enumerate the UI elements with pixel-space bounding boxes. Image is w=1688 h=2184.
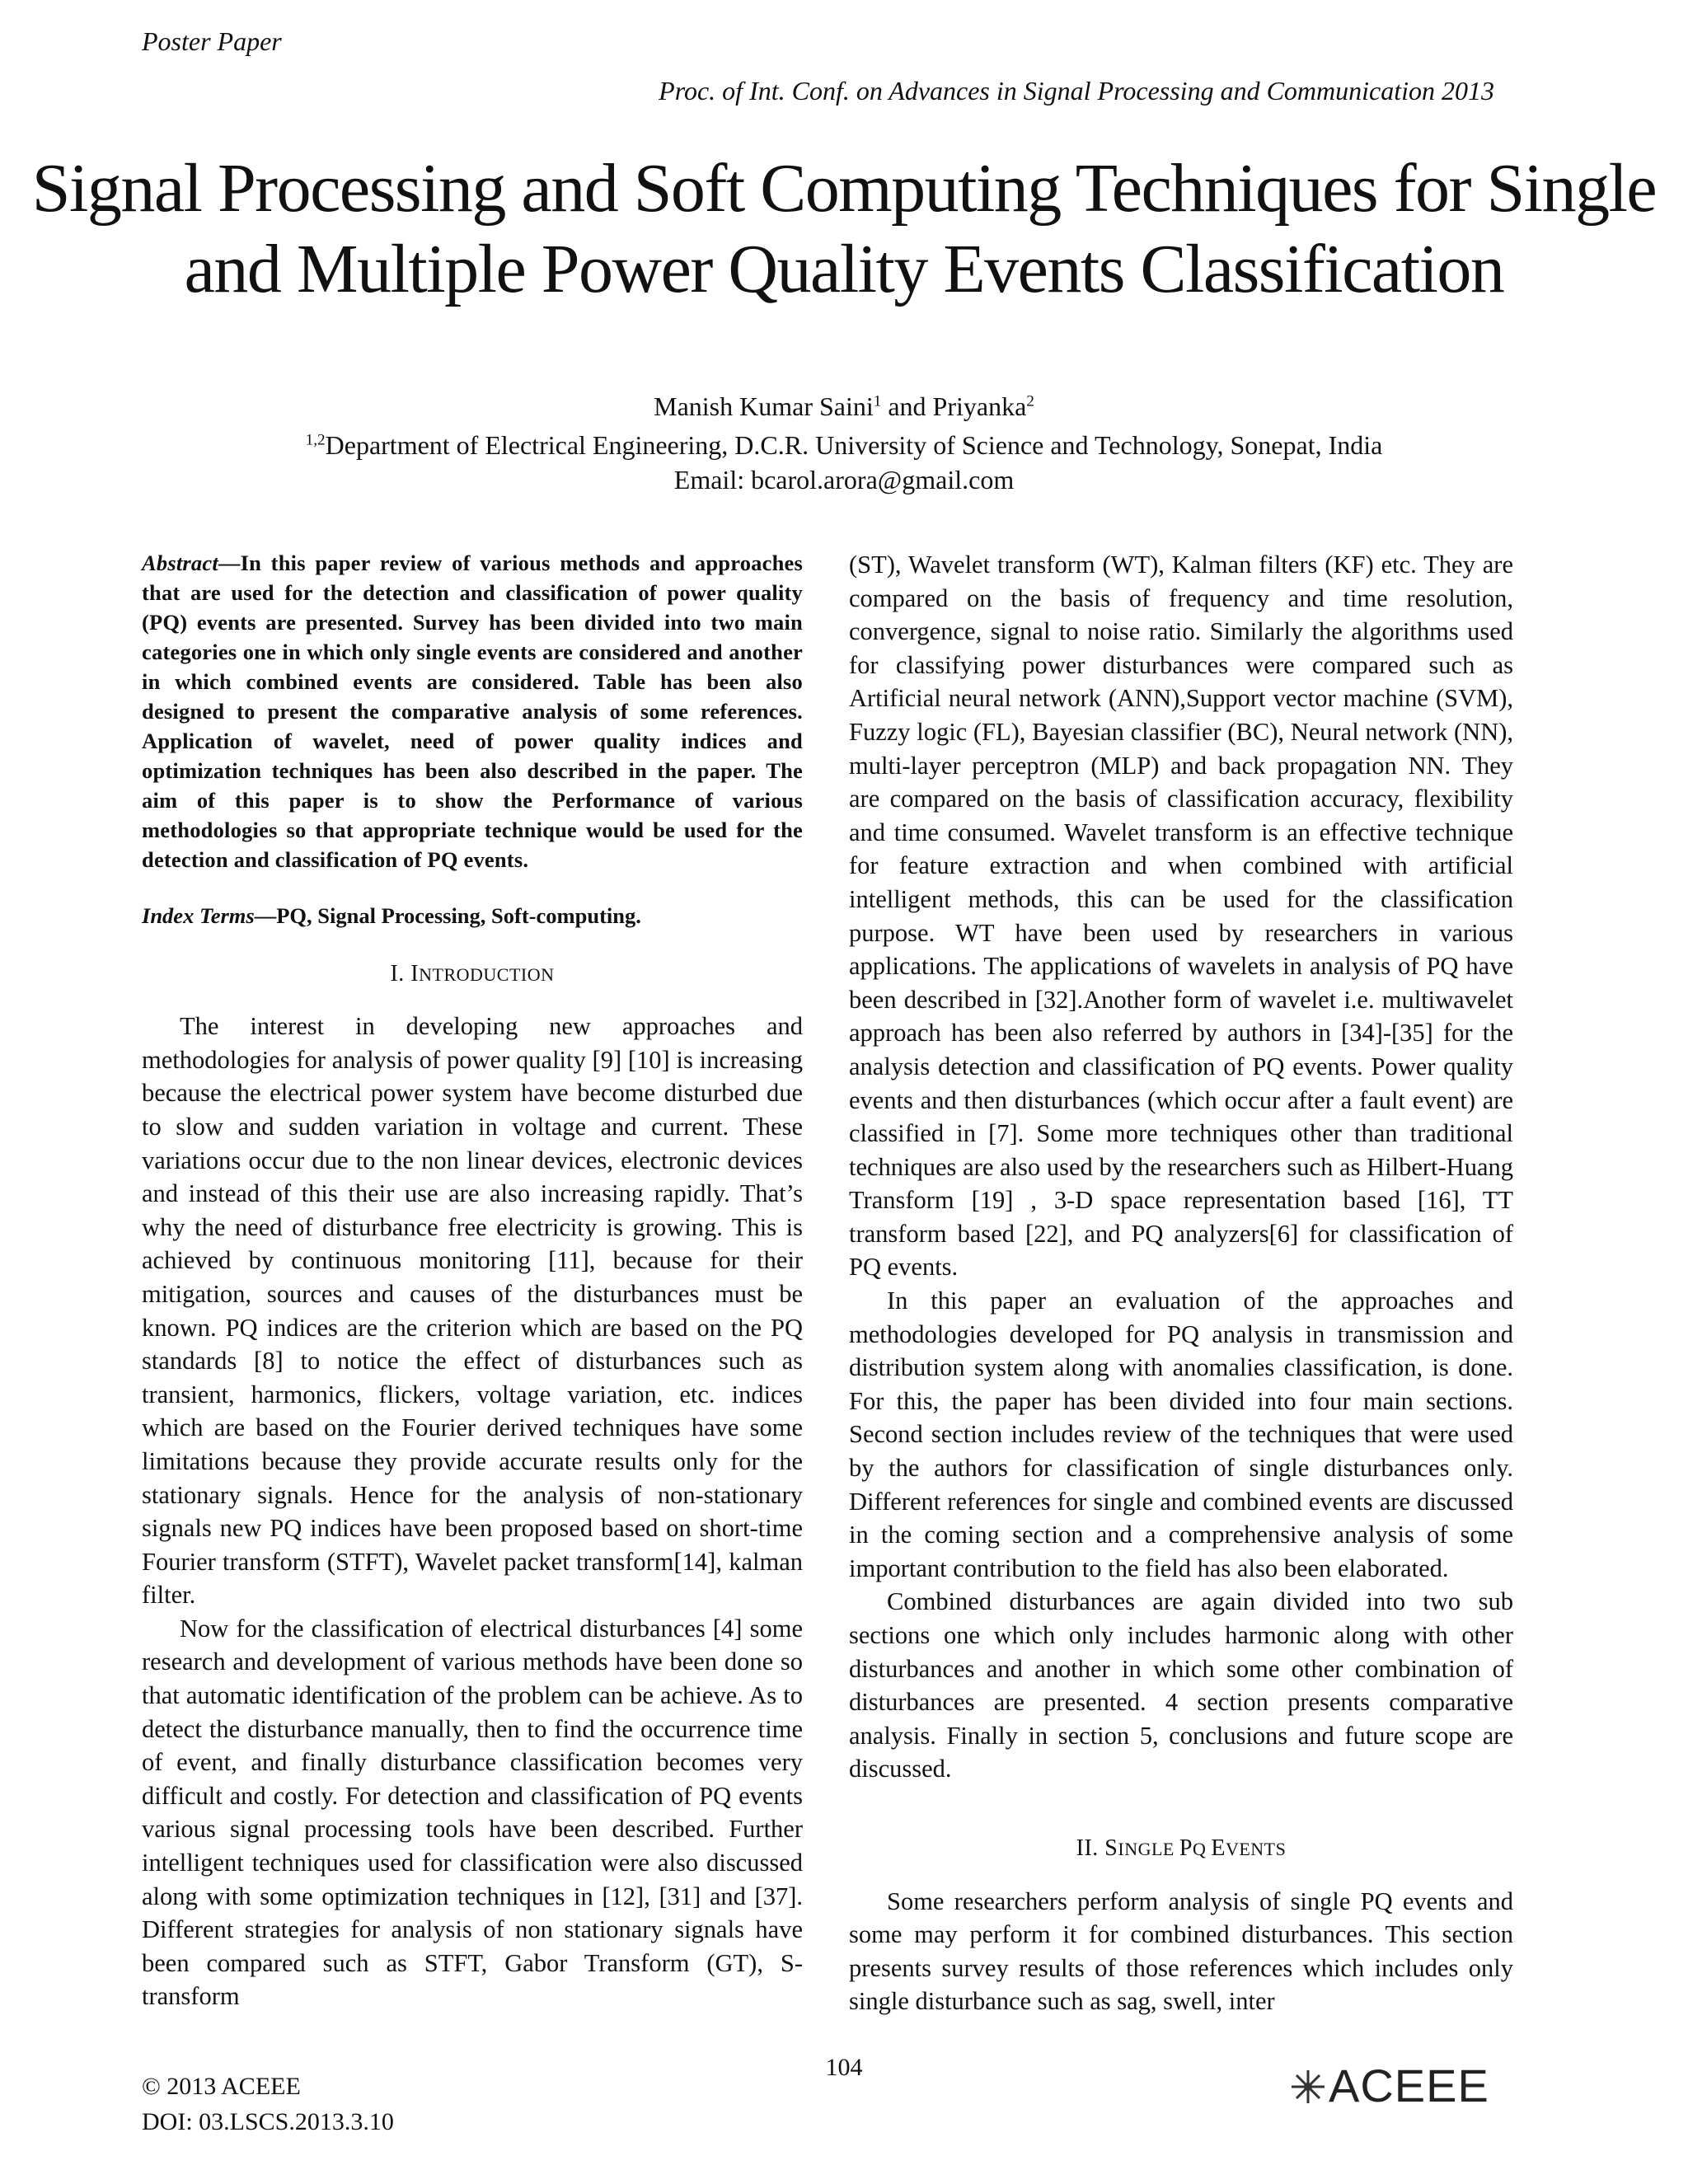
paragraph: In this paper an evaluation of the approaches and methodologies developed for PQ analysis in transmission and distribution system along with anomalies classification, is done. For this, the paper has been divided into four main sections. Second section includes review of the techniques that were used by the authors for classification of single disturbances only. Different references for single and combined events are discussed in the coming section and a comprehensive analysis of some important contribution to the field has also been elaborated. — [849, 1286, 1513, 1582]
aceee-logo-text: ACEEE — [1329, 2060, 1489, 2111]
footer-copyright: © 2013 ACEEE — [142, 2073, 301, 2100]
section-heading-single-pq-events — [849, 1832, 1513, 1867]
author-email[interactable]: Email: bcarol.arora@gmail.com — [673, 465, 1015, 494]
paragraph: Some researchers perform analysis of single PQ events and some may perform it for combined disturbances. This section presents survey results of those references which includes only single disturbance such as sag, swell, inter — [849, 1886, 1513, 2016]
footer-doi: DOI: 03.LSCS.2013.3.10 — [142, 2108, 394, 2135]
section-title-part: Q — [1192, 1838, 1212, 1859]
paragraph: (ST), Wavelet transform (WT), Kalman filters (KF) etc. They are compared on the basis of frequency and time resolution, convergence, signal to noise ratio. Similarly the algorithms used for classifying power disturbances were compared such as Artificial neural network (ANN),Support vector machine (SVM), Fuzzy logic (FL), Bayesian classifier (BC), Neural network (NN), multi-layer perceptron (MLP) and back propagation NN. They are compared on the basis of classification accuracy, flexibility and time consumed. Wavelet transform is an effective technique for feature extraction and when combined with artificial intelligent methods, this can be used for the classification purpose. WT have been used by researchers in various applications. The applications of wavelets in analysis of PQ have been described in [32].Another form of wavelet i.e. multiwavelet approach has been also referred by authors in [34]-[35] for the analysis detection and classification of PQ events. Power quality events and then disturbances (which occur after a fault event) are classified in [7]. Some more techniques other than traditional techniques are also used by the researchers such as Hilbert-Huang Transform [19] , 3-D space representation based [16], TT transform based [22], and PQ analyzers[6] for classification of PQ events. — [849, 551, 1513, 1282]
paper-title: Signal Processing and Soft Computing Techniques for Single and Multiple Power Quality Events Classification — [31, 150, 1657, 307]
author-line — [0, 391, 1688, 422]
author-sup-2: 2 — [1026, 392, 1034, 410]
abstract — [142, 548, 803, 874]
affiliation-text: Department of Electrical Engineering, D.C.R. University of Science and Technology, Sonepat, India — [325, 430, 1383, 460]
author-name-1: Manish Kumar Saini — [654, 391, 874, 421]
section-title-part: E — [1211, 1835, 1226, 1861]
section-title-part: INGLE — [1118, 1838, 1179, 1859]
proceedings-header: Proc. of Int. Conf. on Advances in Signal Processing and Communication 2013 — [659, 76, 1494, 105]
poster-paper-label: Poster Paper — [142, 26, 282, 56]
abstract-label: Abstract — [142, 551, 218, 575]
affiliation — [0, 430, 1688, 461]
page-number: 104 — [825, 2054, 863, 2081]
index-terms — [142, 899, 803, 933]
section-title-part: VENTS — [1225, 1838, 1287, 1859]
affiliation-sup: 1,2 — [305, 431, 326, 449]
section-heading-introduction — [142, 958, 803, 992]
section-number: I. I — [390, 960, 420, 987]
index-terms-label: Index Terms — [142, 903, 255, 928]
author-sup-1: 1 — [873, 392, 882, 410]
section-title-part: P — [1179, 1835, 1193, 1861]
right-column — [849, 548, 1513, 2018]
paragraph: Now for the classification of electrical disturbances [4] some research and development of various methods have been done so that automatic identification of the problem can be achieve. As to detect the disturbance manually, then to find the occurrence time of event, and finally disturbance classification becomes very difficult and costly. For detection and classification of PQ events various signal processing tools have been described. Further intelligent techniques used for classification were also discussed along with some optimization techniques in [12], [31] and [37]. Different strategies for analysis of non stationary signals have been compared such as STFT, Gabor Transform (GT), S-transform — [142, 1614, 803, 2011]
index-terms-text: —PQ, Signal Processing, Soft-computing. — [254, 903, 641, 928]
paragraph: Combined disturbances are again divided into two sub sections one which only includes harmonic along with other disturbances and another in which some other combination of disturbances are presented. 4 section presents comparative analysis. Finally in section 5, conclusions and future scope are discussed. — [849, 1587, 1513, 1783]
abstract-text: —In this paper review of various methods and approaches that are used for the detection and classification of power quality (PQ) events are presented. Survey has been divided into two main categories one in which only single events are considered and another in which combined events are considered. Table has been also designed to present the comparative analysis of some references. Application of wavelet, need of power quality indices and optimization techniques has been also described in the paper. The aim of this paper is to show the Performance of various methodologies so that appropriate technique would be used for the detection and classification of PQ events. — [142, 551, 803, 872]
author-name-2: and Priyanka — [881, 391, 1027, 421]
section-title: NTRODUCTION — [419, 963, 555, 985]
left-column — [142, 548, 803, 2013]
section-number: II. S — [1076, 1835, 1118, 1861]
paragraph: The interest in developing new approaches and methodologies for analysis of power quality [9] [10] is increasing because the electrical power system have become disturbed due to slow and sudden variation in voltage and current. These variations occur due to the non linear devices, electronic devices and instead of this their use are also increasing rapidly. That’s why the need of disturbance free electricity is growing. This is achieved by continuous monitoring [11], because for their mitigation, sources and causes of the disturbances must be known. PQ indices are the criterion which are based on the PQ standards [8] to notice the effect of disturbances such as transient, harmonics, flickers, voltage variation, etc. indices which are based on the Fourier derived techniques have some limitations because they provide accurate results only for the stationary signals. Hence for the analysis of non-stationary signals new PQ indices have been proposed based on short-time Fourier transform (STFT), Wavelet packet transform[14], kalman filter. — [142, 1012, 803, 1610]
